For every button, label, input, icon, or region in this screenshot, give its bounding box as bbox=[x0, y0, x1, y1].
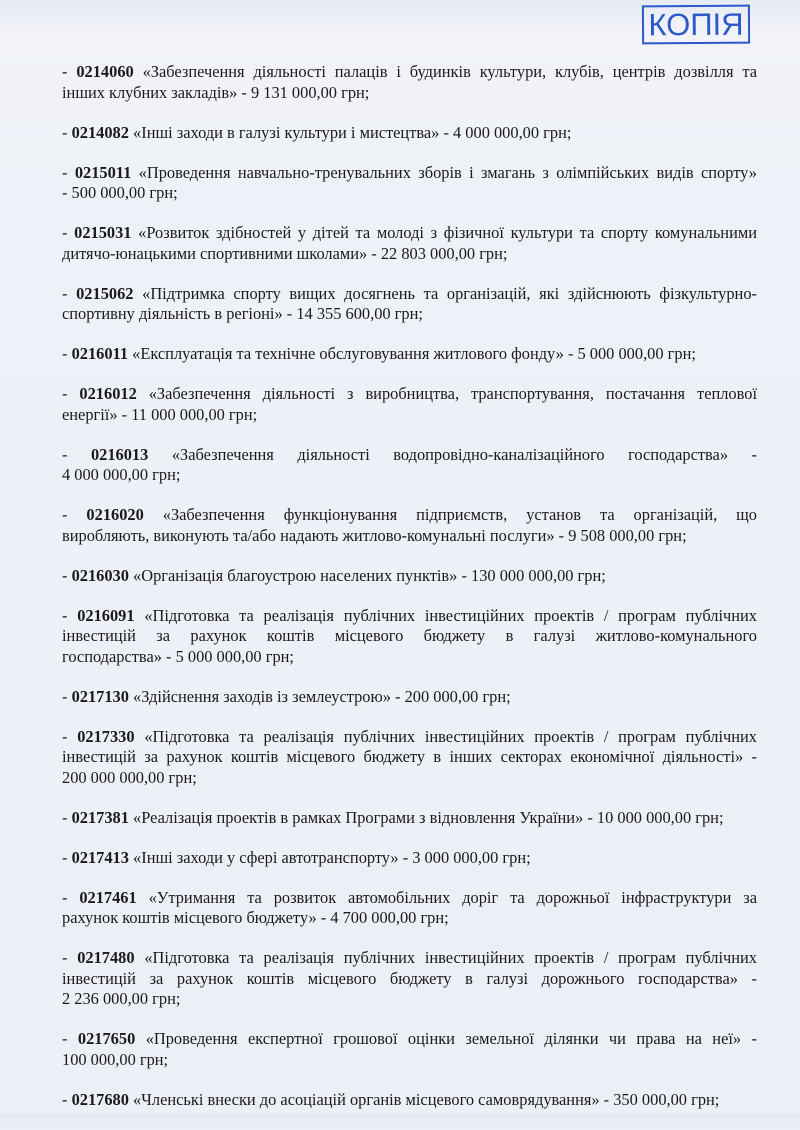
program-text: «Забезпечення діяльності палаців і будинків культури, клубів, центрів дозвілля та bbox=[142, 62, 757, 81]
item-dash: - bbox=[62, 384, 80, 403]
program-text: «Забезпечення діяльності з виробництва, транспортування, постачання теплової bbox=[148, 384, 757, 403]
program-item-line bbox=[62, 747, 757, 768]
program-item-line bbox=[62, 505, 757, 526]
program-code: 0216013 bbox=[90, 444, 149, 464]
program-text: «Експлуатація та технічне обслуговування житлового фонду» - 5 000 000,00 грн; bbox=[132, 344, 696, 363]
program-text: «Організація благоустрою населених пунктів» - 130 000 000,00 грн; bbox=[133, 565, 606, 585]
program-item bbox=[62, 384, 757, 425]
program-item-line bbox=[62, 989, 757, 1010]
program-item-line bbox=[62, 606, 757, 627]
item-dash: - bbox=[62, 726, 78, 746]
program-item-line bbox=[62, 384, 757, 405]
program-item-line bbox=[62, 687, 757, 708]
item-dash: - bbox=[62, 62, 77, 81]
item-dash: - bbox=[62, 223, 75, 242]
program-item-line bbox=[62, 344, 757, 365]
program-text: «Підтримка спорту вищих досягнень та організацій, які здійснюють фізкультурно- bbox=[142, 283, 757, 303]
program-text: виробляють, виконують та/або надають житлово-комунальні послуги» - 9 508 000,00 грн; bbox=[62, 525, 687, 545]
program-item bbox=[62, 284, 757, 325]
item-dash: - bbox=[62, 122, 72, 142]
program-item bbox=[62, 123, 757, 144]
program-text: «Розвиток здібностей у дітей та молоді з фізичної культури та спорту комунальними bbox=[138, 223, 757, 242]
program-item bbox=[62, 163, 757, 204]
program-item-line bbox=[62, 647, 757, 668]
item-dash: - bbox=[62, 283, 77, 303]
program-item bbox=[62, 687, 757, 708]
program-text: інвестицій за рахунок коштів місцевого бюджету в галузі житлово-комунального bbox=[62, 626, 757, 645]
program-text: 100 000,00 грн; bbox=[62, 1049, 169, 1069]
item-dash: - bbox=[62, 807, 72, 827]
program-text: 200 000 000,00 грн; bbox=[62, 767, 197, 787]
program-text: господарства» - 5 000 000,00 грн; bbox=[62, 646, 294, 666]
program-item bbox=[62, 445, 757, 486]
program-item bbox=[62, 808, 757, 829]
item-dash: - bbox=[62, 565, 72, 585]
program-item-line bbox=[62, 526, 757, 547]
program-text: інвестицій за рахунок коштів місцевого бюджету в галузі дорожнього господарства» - bbox=[62, 968, 757, 988]
program-text: інших клубних закладів» - 9 131 000,00 грн; bbox=[62, 82, 370, 102]
program-item-line bbox=[62, 62, 757, 83]
program-item-line bbox=[62, 626, 757, 647]
item-dash: - bbox=[62, 605, 78, 625]
program-text: «Членські внески до асоціацій органів місцевого самоврядування» - 350 000,00 грн; bbox=[133, 1089, 720, 1109]
item-dash: - bbox=[62, 162, 75, 182]
program-item bbox=[62, 848, 757, 869]
program-code: 0216091 bbox=[77, 605, 135, 625]
program-text: «Підготовка та реалізація публічних інвестиційних проектів / програм публічних bbox=[144, 726, 757, 746]
item-dash: - bbox=[62, 887, 80, 907]
program-item bbox=[62, 1090, 757, 1111]
program-text: спортивну діяльність в регіоні» - 14 355 600,00 грн; bbox=[62, 304, 423, 323]
program-code: 0217381 bbox=[71, 807, 129, 827]
program-code: 0217480 bbox=[77, 948, 135, 967]
program-item bbox=[62, 727, 757, 789]
program-item bbox=[62, 1029, 757, 1070]
program-item-line bbox=[62, 948, 757, 969]
program-text: «Забезпечення діяльності водопровідно-каналізаційного господарства» - bbox=[171, 444, 757, 464]
program-text: «Проведення експертної грошової оцінки земельної ділянки чи права на неї» - bbox=[145, 1029, 757, 1048]
program-item-line bbox=[62, 465, 757, 486]
program-item-line bbox=[62, 244, 757, 265]
program-text: «Інші заходи у сфері автотранспорту» - 3 000 000,00 грн; bbox=[133, 847, 531, 867]
program-text: енергії» - 11 000 000,00 грн; bbox=[62, 404, 258, 424]
program-item-line bbox=[62, 1029, 757, 1050]
program-text: «Проведення навчально-тренувальних зборів і змагань з олімпійських видів спорту» bbox=[138, 162, 757, 182]
program-item-line bbox=[62, 223, 757, 244]
program-item-line bbox=[62, 284, 757, 305]
program-text: «Підготовка та реалізація публічних інвестиційних проектів / програм публічних bbox=[144, 948, 757, 967]
program-code: 0217650 bbox=[77, 1029, 136, 1048]
program-item-line bbox=[62, 566, 757, 587]
item-dash: - bbox=[62, 444, 91, 464]
budget-program-list bbox=[62, 62, 757, 1130]
program-item-line bbox=[62, 123, 757, 144]
item-dash: - bbox=[62, 505, 87, 524]
program-item-line bbox=[62, 727, 757, 748]
program-item bbox=[62, 948, 757, 1010]
program-code: 0215031 bbox=[74, 223, 132, 242]
program-code: 0215011 bbox=[74, 162, 132, 182]
program-item bbox=[62, 223, 757, 264]
item-dash: - bbox=[62, 847, 72, 867]
program-item bbox=[62, 888, 757, 929]
program-code: 0217330 bbox=[77, 726, 135, 746]
program-code: 0217680 bbox=[71, 1089, 129, 1109]
program-text: «Забезпечення функціонування підприємств, установ та організацій, що bbox=[162, 505, 757, 524]
program-text: дитячо-юнацькими спортивними школами» - 22 803 000,00 грн; bbox=[62, 243, 508, 263]
program-item-line bbox=[62, 848, 757, 869]
program-text: «Утримання та розвиток автомобільних доріг та дорожньої інфраструктури за bbox=[148, 887, 757, 907]
program-text: - 500 000,00 грн; bbox=[62, 183, 178, 202]
program-item-line bbox=[62, 1090, 757, 1111]
item-dash: - bbox=[62, 1089, 72, 1109]
program-text: інвестицій за рахунок коштів місцевого бюджету в інших секторах економічної діяльності» - bbox=[62, 747, 757, 766]
program-text: 2 236 000,00 грн; bbox=[62, 989, 181, 1008]
program-text: «Інші заходи в галузі культури і мистецтва» - 4 000 000,00 грн; bbox=[133, 122, 572, 142]
program-item-line bbox=[62, 304, 757, 325]
program-code: 0215062 bbox=[76, 283, 134, 303]
program-item-line bbox=[62, 183, 757, 204]
program-item bbox=[62, 344, 757, 365]
program-text: «Здійснення заходів із землеустрою» - 200 000,00 грн; bbox=[133, 686, 511, 706]
program-text: «Реалізація проектів в рамках Програми з відновлення України» - 10 000 000,00 грн; bbox=[133, 807, 724, 827]
program-item-line bbox=[62, 405, 757, 426]
item-dash: - bbox=[62, 1029, 78, 1048]
program-item bbox=[62, 566, 757, 587]
program-item-line bbox=[62, 808, 757, 829]
program-code: 0214082 bbox=[71, 122, 129, 142]
program-item-line bbox=[62, 888, 757, 909]
program-item-line bbox=[62, 768, 757, 789]
program-code: 0217461 bbox=[79, 887, 137, 907]
program-text: «Підготовка та реалізація публічних інвестиційних проектів / програм публічних bbox=[144, 605, 757, 625]
program-code: 0216030 bbox=[71, 565, 129, 585]
item-dash: - bbox=[62, 948, 78, 967]
program-item bbox=[62, 62, 757, 103]
program-code: 0214060 bbox=[76, 62, 134, 81]
item-dash: - bbox=[62, 686, 72, 706]
program-code: 0216012 bbox=[79, 384, 137, 403]
program-item bbox=[62, 505, 757, 546]
program-item-line bbox=[62, 969, 757, 990]
program-item-line bbox=[62, 1050, 757, 1071]
program-item bbox=[62, 606, 757, 668]
program-code: 0217413 bbox=[71, 847, 129, 867]
program-text: рахунок коштів місцевого бюджету» - 4 700 000,00 грн; bbox=[62, 908, 449, 927]
copy-stamp: КОПІЯ bbox=[642, 5, 750, 45]
program-code: 0216020 bbox=[86, 505, 144, 524]
program-code: 0217130 bbox=[71, 686, 129, 706]
program-item-line bbox=[62, 163, 757, 184]
program-item-line bbox=[62, 908, 757, 929]
program-text: 4 000 000,00 грн; bbox=[62, 465, 181, 484]
program-item-line bbox=[62, 83, 757, 104]
program-code: 0216011 bbox=[71, 344, 129, 363]
program-item-line bbox=[62, 445, 757, 466]
item-dash: - bbox=[62, 344, 72, 363]
